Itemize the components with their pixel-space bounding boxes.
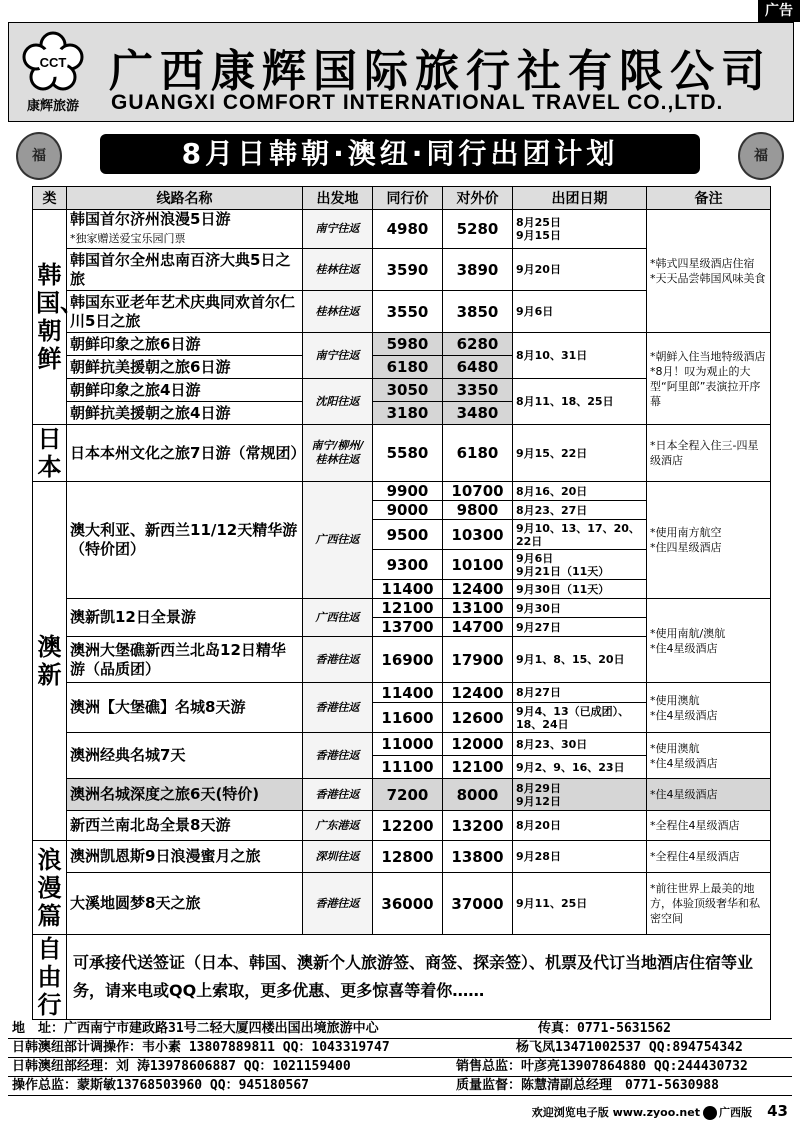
peer-price: 3180 xyxy=(373,402,443,425)
retail-price: 13100 xyxy=(443,599,513,618)
route-name: 朝鲜印象之旅6日游 xyxy=(67,333,303,356)
route-name: 韩国首尔全州忠南百济大典5日之旅 xyxy=(67,249,303,291)
bottom-bar xyxy=(8,1102,792,1122)
footer-row xyxy=(8,1077,792,1096)
retail-price: 12100 xyxy=(443,756,513,779)
tour-dates: 9月15、22日 xyxy=(513,425,647,482)
peer-price: 9500 xyxy=(373,520,443,550)
route-name: 韩国东亚老年艺术庆典同欢首尔仁川5日之旅 xyxy=(67,291,303,333)
retail-price: 13800 xyxy=(443,841,513,873)
retail-price: 13200 xyxy=(443,811,513,841)
header-cell: 出发地 xyxy=(303,187,373,210)
peer-price: 7200 xyxy=(373,779,443,811)
note-nz: *全程住4星级酒店 xyxy=(647,811,771,841)
route-name: 澳洲【大堡礁】名城8天游 xyxy=(67,683,303,733)
route-name: 澳洲大堡礁新西兰北岛12日精华游（品质团） xyxy=(67,637,303,683)
company-name-en: GUANGXI COMFORT INTERNATIONAL TRAVEL CO.,LTD. xyxy=(111,91,724,114)
route-name: 澳大利亚、新西兰11/12天精华游（特价团） xyxy=(67,482,303,599)
route-name: 澳新凯12日全景游 xyxy=(67,599,303,637)
tour-dates: 9月1、8、15、20日 xyxy=(513,637,647,683)
departure: 深圳往返 xyxy=(303,841,373,873)
footer-contacts xyxy=(8,1020,792,1096)
footer-row xyxy=(8,1058,792,1077)
note-tahiti: *前往世界上最美的地方，体验顶级奢华和私密空间 xyxy=(647,873,771,935)
peer-price: 3550 xyxy=(373,291,443,333)
retail-price: 10100 xyxy=(443,550,513,580)
category-korea: 韩国、朝鲜 xyxy=(33,210,67,425)
website-link[interactable]: 欢迎浏览电子版 www.zyoo.net xyxy=(531,1106,700,1119)
brand xyxy=(703,1104,752,1120)
lantern-icon-left: 福 xyxy=(16,132,62,180)
departure: 香港往返 xyxy=(303,873,373,935)
departure: 南宁/柳州/桂林往返 xyxy=(303,425,373,482)
note-japan: *日本全程入住三-四星级酒店 xyxy=(647,425,771,482)
peer-price: 9900 xyxy=(373,482,443,501)
banner-title: 8月日韩朝·澳纽·同行出团计划 xyxy=(100,134,700,174)
tour-dates: 8月16、20日 xyxy=(513,482,647,501)
route-name: 大溪地圆梦8天之旅 xyxy=(67,873,303,935)
tour-dates: 9月10、13、17、20、22日 xyxy=(513,520,647,550)
category-free: 自由行 xyxy=(33,935,67,1020)
peer-price: 13700 xyxy=(373,618,443,637)
tour-dates: 9月27日 xyxy=(513,618,647,637)
departure: 香港往返 xyxy=(303,779,373,811)
route-name xyxy=(67,210,303,249)
peer-price: 5980 xyxy=(373,333,443,356)
tour-dates: 8月10、31日 xyxy=(513,333,647,379)
ops-director: 操作总监：蒙斯敏13768503960 QQ：945180567 xyxy=(12,1078,310,1093)
retail-price: 6480 xyxy=(443,356,513,379)
route-name: 朝鲜抗美援朝之旅6日游 xyxy=(67,356,303,379)
logo-text: 康辉旅游 xyxy=(26,99,79,114)
category-japan: 日本 xyxy=(33,425,67,482)
brand-label: 广西版 xyxy=(719,1106,752,1119)
note-cairns: *全程住4星级酒店 xyxy=(647,841,771,873)
note-aunz1: *使用南方航空 *住四星级酒店 xyxy=(647,482,771,599)
header xyxy=(8,22,794,122)
route-name: 朝鲜抗美援朝之旅4日游 xyxy=(67,402,303,425)
route-name: 澳洲名城深度之旅6天(特价) xyxy=(67,779,303,811)
sales-director: 销售总监：叶彦亮13907864880 QQ:244430732 xyxy=(456,1059,748,1074)
tour-dates: 8月11、18、25日 xyxy=(513,379,647,425)
departure: 广西往返 xyxy=(303,599,373,637)
retail-price: 37000 xyxy=(443,873,513,935)
tour-dates: 9月28日 xyxy=(513,841,647,873)
tour-dates: 9月11、25日 xyxy=(513,873,647,935)
peer-price: 16900 xyxy=(373,637,443,683)
departure: 南宁往返 xyxy=(303,210,373,249)
header-cell: 对外价 xyxy=(443,187,513,210)
header-cell: 出团日期 xyxy=(513,187,647,210)
departure: 香港往返 xyxy=(303,637,373,683)
peer-price: 11000 xyxy=(373,733,443,756)
retail-price: 3850 xyxy=(443,291,513,333)
retail-price: 8000 xyxy=(443,779,513,811)
table-row xyxy=(33,425,771,482)
retail-price: 12400 xyxy=(443,683,513,703)
retail-price: 9800 xyxy=(443,501,513,520)
header-cell: 备注 xyxy=(647,187,771,210)
tour-dates: 8月20日 xyxy=(513,811,647,841)
category-romance: 浪漫篇 xyxy=(33,841,67,935)
peer-price: 9000 xyxy=(373,501,443,520)
quality-supervisor: 质量监督：陈慧清副总经理 0771-5630988 xyxy=(456,1078,719,1093)
route-name: 澳洲凯恩斯9日浪漫蜜月之旅 xyxy=(67,841,303,873)
tour-dates: 8月23、30日 xyxy=(513,733,647,756)
lantern-icon-right: 福 xyxy=(738,132,784,180)
banner xyxy=(8,126,792,182)
header-cell: 同行价 xyxy=(373,187,443,210)
peer-price: 11400 xyxy=(373,580,443,599)
footer-row xyxy=(8,1039,792,1058)
table-header-row xyxy=(33,187,771,210)
table-row xyxy=(33,779,771,811)
note-aunz2: *使用南航/澳航 *住4星级酒店 xyxy=(647,599,771,683)
departure: 桂林往返 xyxy=(303,291,373,333)
company-logo xyxy=(15,31,91,115)
footer-row xyxy=(8,1020,792,1039)
page-number: 43 xyxy=(767,1102,788,1120)
retail-price: 12000 xyxy=(443,733,513,756)
tour-dates: 9月2、9、16、23日 xyxy=(513,756,647,779)
peer-price: 5580 xyxy=(373,425,443,482)
departure: 广东港返 xyxy=(303,811,373,841)
manager: 日韩澳纽部经理：刘 涛13978606887 QQ：1021159400 xyxy=(12,1059,351,1074)
retail-price: 5280 xyxy=(443,210,513,249)
note-aunz3: *使用澳航 *住4星级酒店 xyxy=(647,683,771,733)
tour-dates: 9月30日 xyxy=(513,599,647,618)
route-name: 朝鲜印象之旅4日游 xyxy=(67,379,303,402)
table-row xyxy=(33,733,771,756)
note-aunz5: *住4星级酒店 xyxy=(647,779,771,811)
table-row xyxy=(33,873,771,935)
ad-tag: 广告 xyxy=(758,0,800,22)
retail-price: 14700 xyxy=(443,618,513,637)
table-row xyxy=(33,811,771,841)
note-dprk: *朝鲜入住当地特级酒店 *8月！叹为观止的大型“阿里郎”表演拉开序幕 xyxy=(647,333,771,425)
retail-price: 3480 xyxy=(443,402,513,425)
peer-price: 11600 xyxy=(373,703,443,733)
retail-price: 6280 xyxy=(443,333,513,356)
table-row xyxy=(33,935,771,1020)
table-row xyxy=(33,683,771,703)
retail-price: 3350 xyxy=(443,379,513,402)
departure: 香港往返 xyxy=(303,683,373,733)
peer-price: 12100 xyxy=(373,599,443,618)
retail-price: 10300 xyxy=(443,520,513,550)
departure: 香港往返 xyxy=(303,733,373,779)
departure: 桂林往返 xyxy=(303,249,373,291)
retail-price: 3890 xyxy=(443,249,513,291)
table-row xyxy=(33,482,771,501)
free-travel-text: 可承接代送签证（日本、韩国、澳新个人旅游签、商签、探亲签）、机票及代订当地酒店住宿等业务，请来电或QQ上索取，更多优惠、更多惊喜等着你…… xyxy=(67,935,771,1020)
tour-dates: 9月6日 9月21日（11天） xyxy=(513,550,647,580)
retail-price: 17900 xyxy=(443,637,513,683)
peer-price: 12200 xyxy=(373,811,443,841)
departure: 沈阳往返 xyxy=(303,379,373,425)
tour-dates: 8月27日 xyxy=(513,683,647,703)
route-title: 韩国首尔济州浪漫5日游 xyxy=(70,210,231,228)
table-row xyxy=(33,333,771,356)
category-aunz: 澳新 xyxy=(33,482,67,841)
retail-price: 10700 xyxy=(443,482,513,501)
note-korea: *韩式四星级酒店住宿 *天天品尝韩国风味美食 xyxy=(647,210,771,333)
retail-price: 6180 xyxy=(443,425,513,482)
peer-price: 12800 xyxy=(373,841,443,873)
address: 地 址：广西南宁市建政路31号二轻大厦四楼出国出境旅游中心 xyxy=(12,1021,379,1036)
peer-price: 6180 xyxy=(373,356,443,379)
table-row xyxy=(33,841,771,873)
flower-logo-icon xyxy=(22,31,84,93)
tour-dates: 8月25日 9月15日 xyxy=(513,210,647,249)
table-row xyxy=(33,210,771,249)
tour-dates: 9月20日 xyxy=(513,249,647,291)
retail-price: 12600 xyxy=(443,703,513,733)
route-name: 日本本州文化之旅7日游（常规团） xyxy=(67,425,303,482)
peer-price: 3050 xyxy=(373,379,443,402)
departure: 南宁往返 xyxy=(303,333,373,379)
peer-price: 3590 xyxy=(373,249,443,291)
header-cell: 线路名称 xyxy=(67,187,303,210)
brand-circle-icon xyxy=(703,1106,717,1120)
note-aunz4: *使用澳航 *住4星级酒店 xyxy=(647,733,771,779)
header-cell: 类 xyxy=(33,187,67,210)
departure: 广西往返 xyxy=(303,482,373,599)
tour-plan-table xyxy=(32,186,771,1020)
tour-dates: 9月30日（11天） xyxy=(513,580,647,599)
tour-dates: 9月4、13（已成团）、18、24日 xyxy=(513,703,647,733)
company-name-cn: 广西康辉国际旅行社有限公司 xyxy=(109,46,772,97)
logo-abbr: CCT xyxy=(39,55,67,70)
tour-dates: 8月23、27日 xyxy=(513,501,647,520)
peer-price: 4980 xyxy=(373,210,443,249)
operator-2: 杨飞凤13471002537 QQ:894754342 xyxy=(516,1040,743,1055)
peer-price: 9300 xyxy=(373,550,443,580)
table-row xyxy=(33,599,771,618)
fax: 传真：0771-5631562 xyxy=(538,1021,671,1036)
tour-dates: 9月6日 xyxy=(513,291,647,333)
route-sub: *独家赠送爱宝乐园门票 xyxy=(70,232,186,245)
operator-1: 日韩澳纽部计调操作：韦小素 13807889811 QQ：1043319747 xyxy=(12,1040,390,1055)
route-name: 新西兰南北岛全景8天游 xyxy=(67,811,303,841)
peer-price: 11100 xyxy=(373,756,443,779)
peer-price: 11400 xyxy=(373,683,443,703)
retail-price: 12400 xyxy=(443,580,513,599)
tour-dates: 8月29日 9月12日 xyxy=(513,779,647,811)
peer-price: 36000 xyxy=(373,873,443,935)
route-name: 澳洲经典名城7天 xyxy=(67,733,303,779)
